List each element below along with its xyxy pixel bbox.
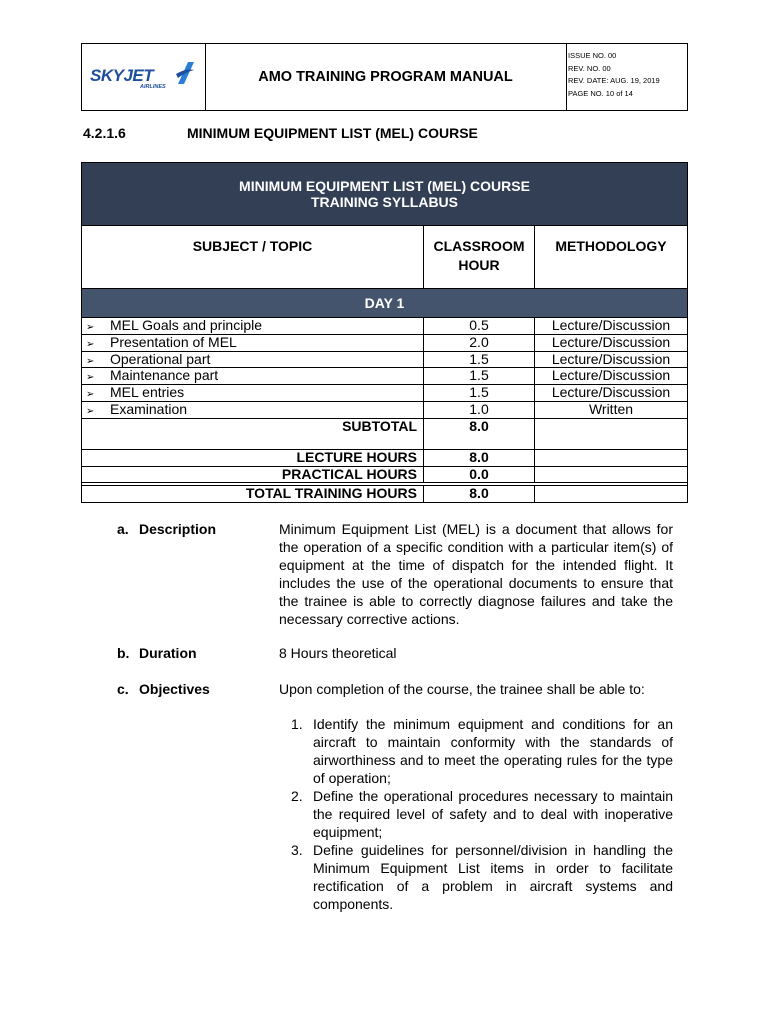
item-text: Define the operational procedures necessary to maintain the required level of safety and to deal with inoperative equipment;	[313, 788, 673, 840]
method-cell: Lecture/Discussion	[551, 333, 671, 350]
subtotal-label: SUBTOTAL	[82, 419, 424, 449]
item-text: Identify the minimum equipment and conditions for an aircraft to maintain conformity with the standards of airworthiness and to meet the operating rules for the type of operation;	[313, 716, 673, 786]
item-number: 3.	[291, 842, 303, 858]
document-header	[81, 43, 688, 111]
duration-letter: b.	[117, 645, 130, 661]
lecture-hours-value: 8.0	[424, 450, 535, 466]
list-item	[279, 787, 673, 841]
banner-subtitle: TRAINING SYLLABUS	[311, 194, 458, 210]
total-hours-label: TOTAL TRAINING HOURS	[82, 486, 424, 502]
lecture-hours-row	[82, 450, 687, 467]
item-number: 1.	[291, 716, 303, 732]
total-hours-value: 8.0	[424, 486, 535, 502]
objectives-intro: Upon completion of the course, the trainee shall be able to:	[279, 681, 645, 697]
table-banner	[82, 163, 687, 226]
description-label	[117, 521, 216, 537]
topic-cell: Maintenance part	[110, 367, 219, 384]
skyjet-logo: SKYJET	[90, 66, 154, 85]
header-hour-line2: HOUR	[458, 257, 500, 273]
subtotal-method-cell	[535, 419, 687, 449]
total-hours-row	[82, 486, 687, 502]
syllabus-table	[81, 162, 688, 503]
table-row	[82, 352, 687, 369]
logo-swoosh-icon	[174, 60, 196, 86]
revision-date: REV. DATE: AUG. 19, 2019	[568, 76, 660, 85]
objectives-list	[279, 715, 673, 913]
hour-cell: 0.5	[424, 318, 535, 334]
revision-info	[568, 50, 660, 100]
banner-title: MINIMUM EQUIPMENT LIST (MEL) COURSE	[239, 178, 530, 194]
hour-cell: 1.5	[424, 385, 535, 401]
item-text: Define guidelines for personnel/division in handling the Minimum Equipment List items in order to facilitate rectification of a problem in aircraft systems and components.	[313, 842, 673, 912]
description-text: Minimum Equipment List (MEL) is a document that allows for the operation of a specific condition with a particular item(s) of equipment at the time of dispatch for the intended flight. It includes the use of the operational documents to ensure that the trainee is able to correctly diagnose failures and take the necessary corrective actions.	[279, 521, 673, 627]
method-cell: Lecture/Discussion	[551, 350, 671, 367]
total-method-cell	[535, 486, 687, 502]
objectives-heading: Objectives	[139, 681, 210, 697]
table-header-row	[82, 226, 687, 289]
objectives-label	[117, 681, 210, 697]
table-row	[82, 318, 687, 335]
method-cell: Lecture/Discussion	[551, 317, 671, 333]
header-hour	[424, 226, 535, 288]
duration-label	[117, 645, 197, 661]
day-row: DAY 1	[82, 289, 687, 318]
topic-cell: Operational part	[110, 350, 211, 367]
method-cell: Lecture/Discussion	[551, 367, 671, 384]
subtotal-row	[82, 419, 687, 450]
practical-hours-label: PRACTICAL HOURS	[82, 467, 424, 483]
duration-heading: Duration	[139, 645, 197, 661]
topic-cell: MEL Goals and principle	[110, 317, 263, 333]
topic-cell: Examination	[110, 400, 188, 417]
method-cell: Written	[588, 400, 634, 417]
list-item	[279, 841, 673, 913]
bullet-arrow-icon: ➢	[86, 389, 95, 401]
practical-hours-value: 0.0	[424, 467, 535, 483]
hour-cell: 1.0	[424, 402, 535, 418]
description-letter: a.	[117, 521, 129, 537]
table-row	[82, 402, 687, 419]
bullet-arrow-icon: ➢	[86, 355, 95, 367]
hour-cell: 1.5	[424, 352, 535, 368]
section-number: 4.2.1.6	[83, 125, 126, 141]
topic-cell: MEL entries	[110, 384, 185, 401]
logo-subtitle: AIRLINES	[140, 84, 166, 90]
bullet-arrow-icon: ➢	[86, 405, 95, 417]
lecture-hours-label: LECTURE HOURS	[82, 450, 424, 466]
hour-cell: 2.0	[424, 335, 535, 351]
header-methodology: METHODOLOGY	[555, 238, 667, 254]
bullet-arrow-icon: ➢	[86, 338, 95, 350]
bullet-arrow-icon: ➢	[86, 322, 95, 333]
revision-number: REV. NO. 00	[568, 63, 611, 73]
header-subject: SUBJECT / TOPIC	[82, 226, 424, 288]
duration-text: 8 Hours theoretical	[279, 645, 397, 661]
bullet-arrow-icon: ➢	[86, 372, 95, 384]
item-number: 2.	[291, 788, 303, 804]
lecture-method-cell	[535, 450, 687, 466]
section-title: MINIMUM EQUIPMENT LIST (MEL) COURSE	[187, 125, 478, 141]
issue-number: ISSUE NO. 00	[568, 51, 617, 60]
description-heading: Description	[139, 521, 217, 537]
practical-method-cell	[535, 467, 687, 483]
section-heading	[83, 125, 478, 141]
topic-cell: Presentation of MEL	[110, 333, 237, 350]
list-item	[279, 715, 673, 787]
page-number: PAGE NO. 10 of 14	[568, 88, 633, 98]
logo-cell	[82, 44, 206, 110]
practical-hours-row	[82, 467, 687, 484]
manual-title: AMO TRAINING PROGRAM MANUAL	[205, 44, 567, 110]
objectives-letter: c.	[117, 681, 129, 697]
table-row	[82, 368, 687, 385]
method-cell: Lecture/Discussion	[551, 384, 671, 401]
table-row	[82, 335, 687, 352]
table-row	[82, 385, 687, 402]
hour-cell: 1.5	[424, 368, 535, 384]
subtotal-value: 8.0	[424, 419, 535, 449]
header-hour-line1: CLASSROOM	[433, 238, 525, 254]
